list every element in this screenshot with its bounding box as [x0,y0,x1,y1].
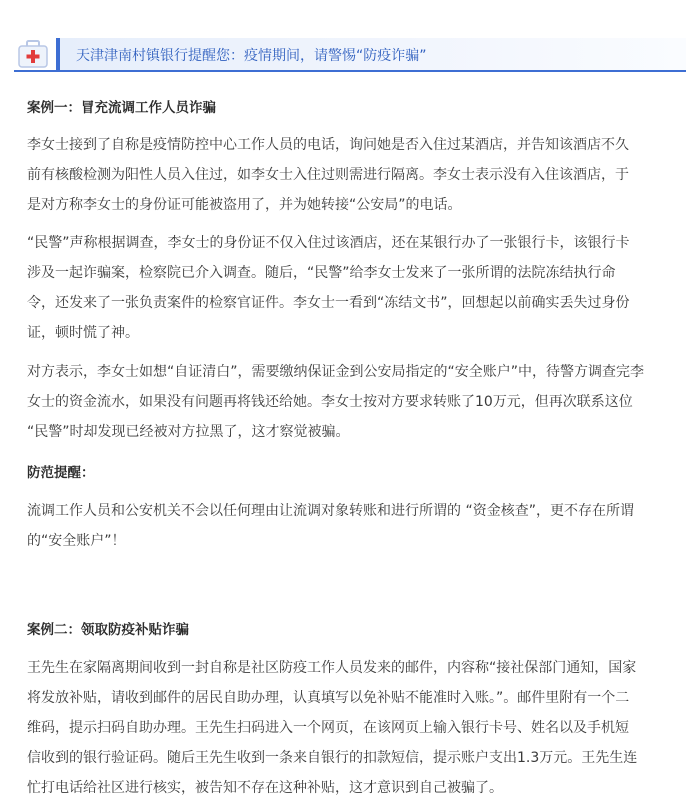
case1-title: 案例一：冒充流调工作人员诈骗 [27,100,216,116]
text-line: 将发放补贴，请收到邮件的居民自助办理，认真填写以免补贴不能准时入账。”。邮件里附有一个二 [27,690,630,706]
header-title: 天津津南村镇银行提醒您：疫情期间，请警惕“防疫诈骗” [76,48,427,64]
article-header [14,38,686,72]
tip1-title: 防范提醒： [27,465,95,481]
case2-title: 案例二：领取防疫补贴诈骗 [27,622,189,638]
text-line: 李女士接到了自称是疫情防控中心工作人员的电话，询问她是否入住过某酒店，并告知该酒店不久 [27,137,629,153]
medical-kit-icon [18,40,48,68]
text-line: 是对方称李女士的身份证可能被盗用了，并为她转接“公安局”的电话。 [27,197,462,213]
text-line: 涉及一起诈骗案，检察院已介入调查。随后，“民警”给李女士发来了一张所谓的法院冻结执行命 [27,265,616,281]
text-line: 前有核酸检测为阳性人员入住过，如李女士入住过则需进行隔离。李女士表示没有入住该酒店，于 [27,167,629,183]
text-line: 令，还发来了一张负责案件的检察官证件。李女士一看到“冻结文书”，回想起以前确实丢失过身份 [27,295,630,311]
text-line: 流调工作人员和公安机关不会以任何理由让流调对象转账和进行所谓的 “资金核查”，更不存在所谓 [27,503,634,519]
text-line: “民警”时却发现已经被对方拉黑了，这才察觉被骗。 [27,424,350,440]
text-line: 的“安全账户”！ [27,533,126,549]
header-banner [56,38,686,70]
case1-paragraph-2 [27,228,675,348]
case1-paragraph-3 [27,357,675,447]
case1-paragraph-1 [27,130,675,220]
text-line: 女士的资金流水，如果没有问题再将钱还给她。李女士按对方要求转账了10万元，但再次联系这位 [27,394,633,410]
text-line: 对方表示，李女士如想“自证清白”，需要缴纳保证金到公安局指定的“安全账户”中，待警方调查完李 [27,364,645,380]
text-line: 王先生在家隔离期间收到一封自称是社区防疫工作人员发来的邮件，内容称“接社保部门通知，国家 [27,660,637,676]
case2-paragraph [27,653,675,803]
text-line: 证，顿时慌了神。 [27,325,139,341]
text-line: 维码，提示扫码自助办理。王先生扫码进入一个网页，在该网页上输入银行卡号、姓名以及手机短 [27,720,629,736]
tip1-paragraph [27,496,675,556]
text-line: “民警”声称根据调查，李女士的身份证不仅入住过该酒店，还在某银行办了一张银行卡，该银行卡 [27,235,630,251]
text-line: 忙打电话给社区进行核实，被告知不存在这种补贴，这才意识到自己被骗了。 [27,780,503,796]
text-line: 信收到的银行验证码。随后王先生收到一条来自银行的扣款短信，提示账户支出1.3万元。王先生连 [27,750,638,766]
